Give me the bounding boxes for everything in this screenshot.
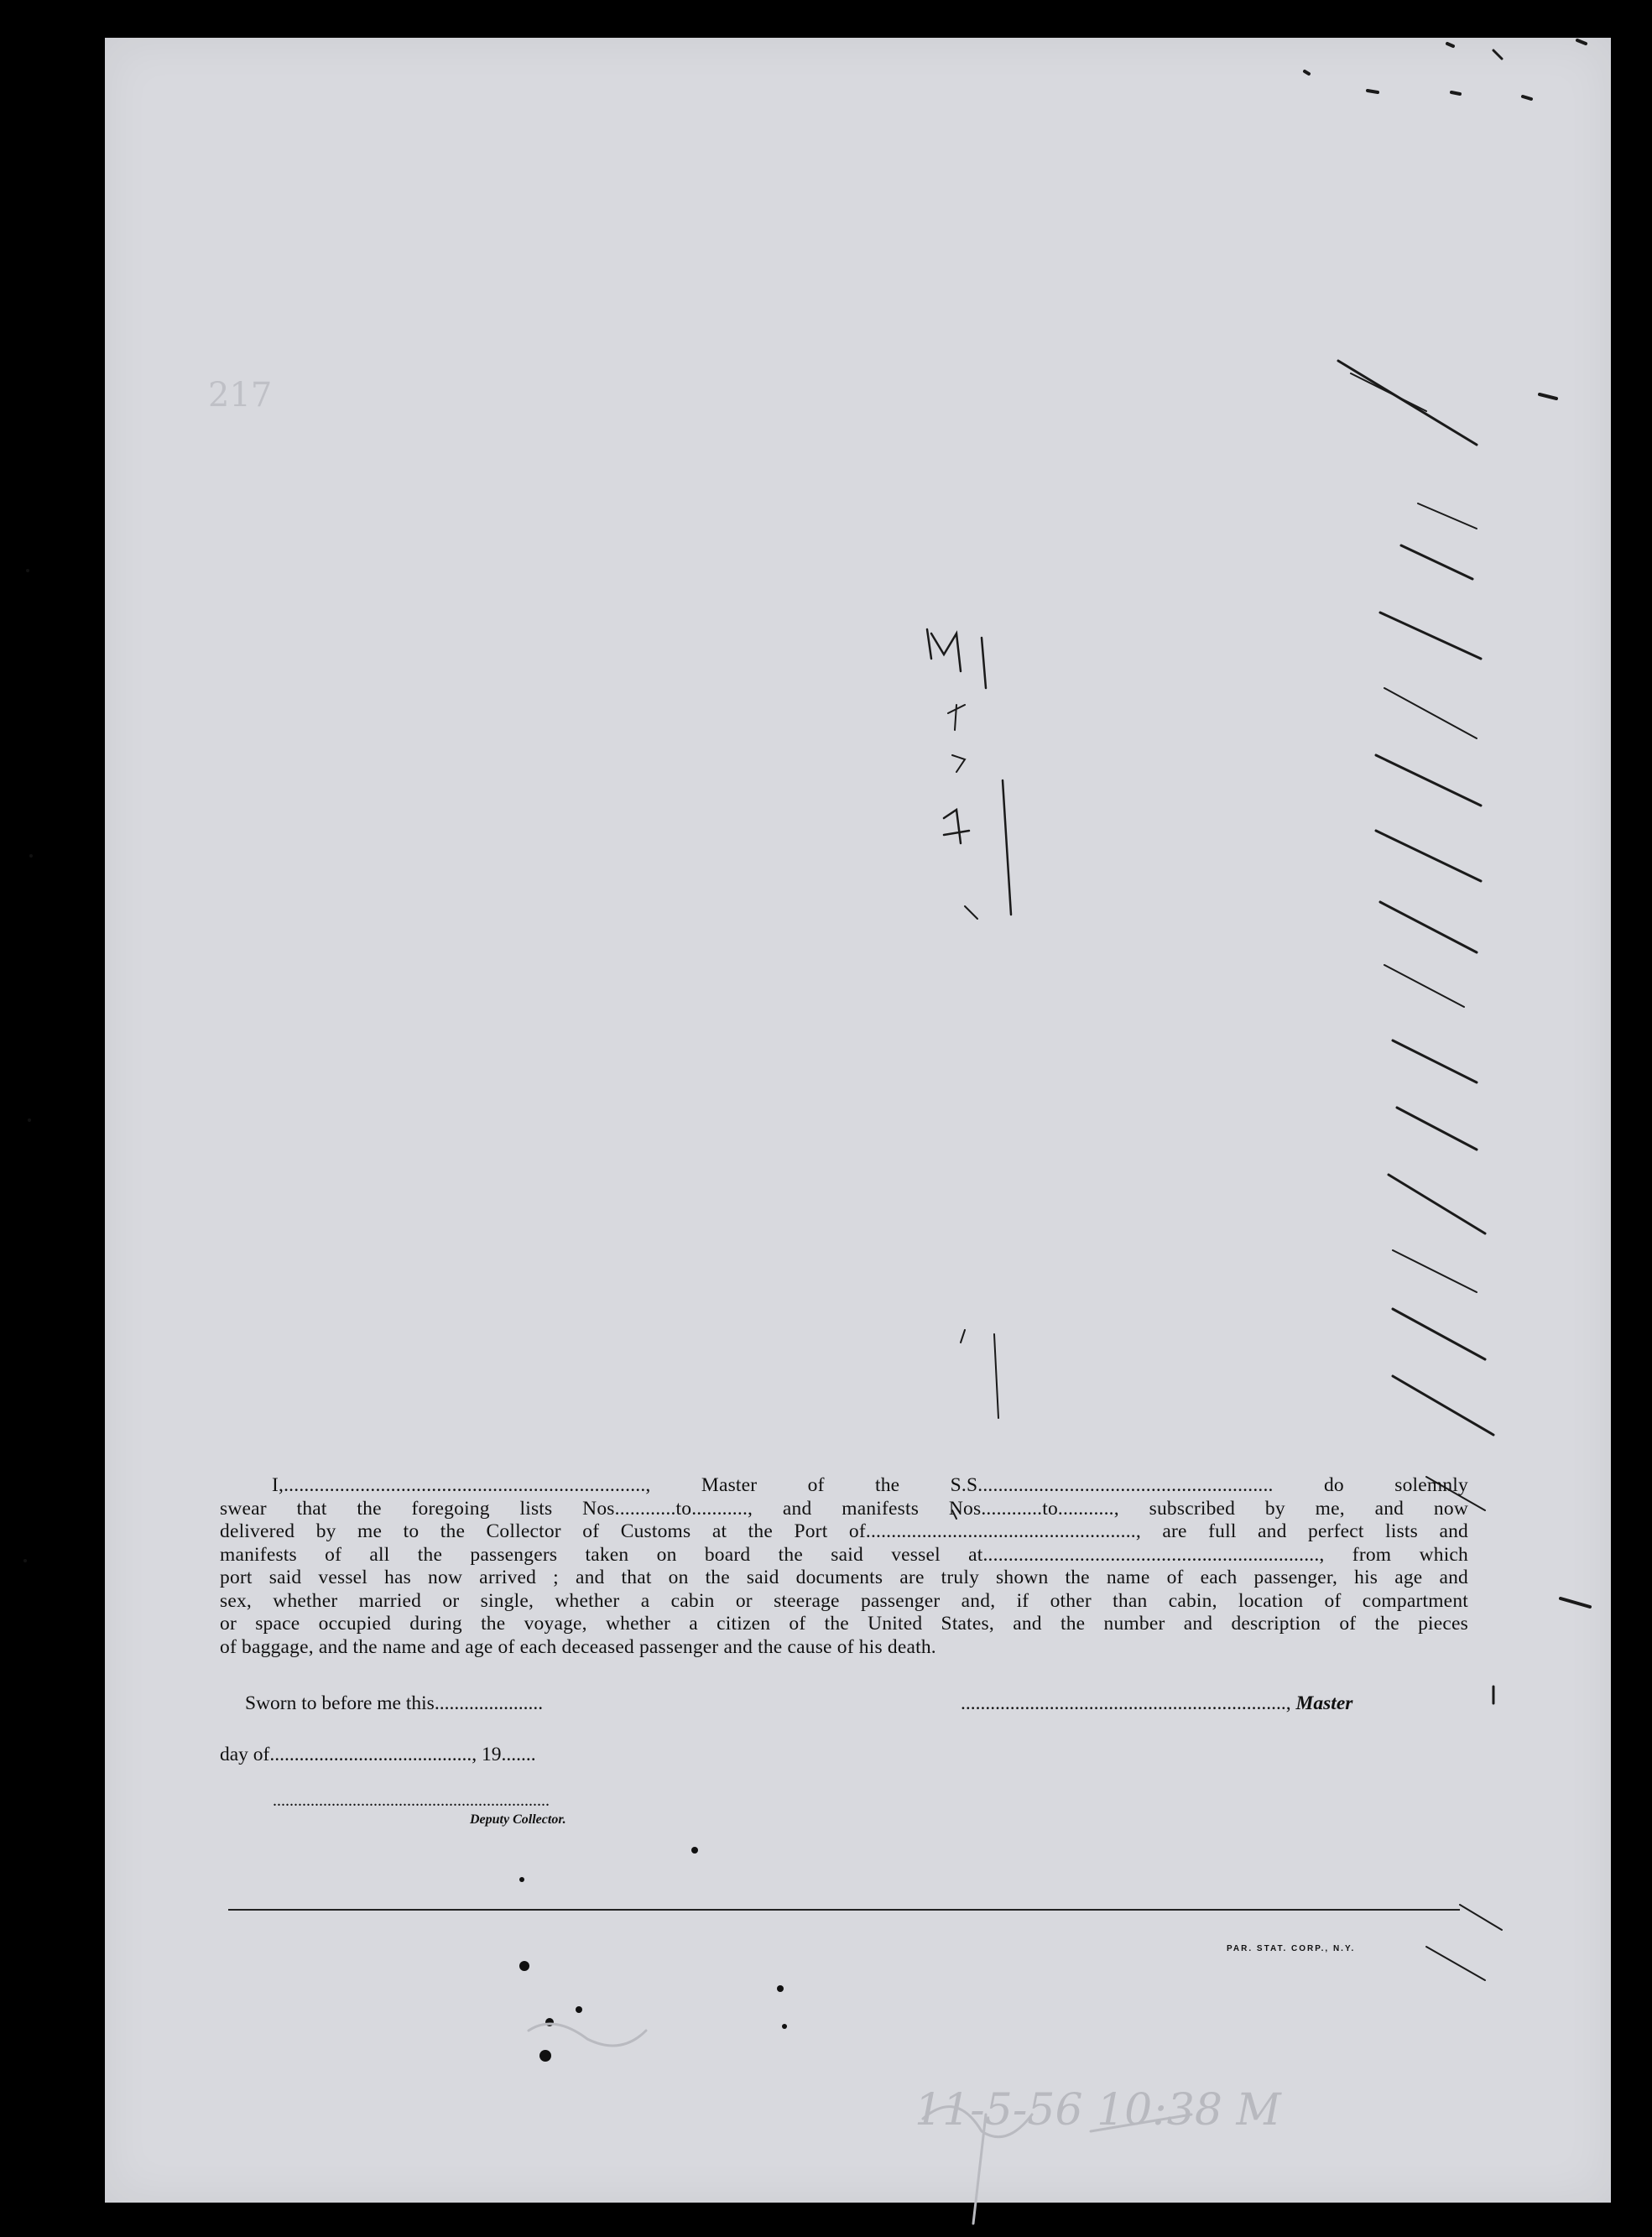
oath-line: of baggage, and the name and age of each deceased passenger and the cause of his death. [220, 1635, 936, 1658]
master-label: Master [1295, 1692, 1353, 1714]
master-dots: .................................................................., [961, 1692, 1291, 1714]
printer-imprint: PAR. STAT. CORP., N.Y. [1227, 1944, 1356, 1953]
deputy-collector-label: Deputy Collector. [470, 1812, 566, 1827]
master-signature-line [961, 1692, 1352, 1715]
sworn-line: Sworn to before me this...................... [245, 1692, 544, 1714]
oath-line: or space occupied during the voyage, whether a citizen of the United States, and the number and description of the pieces [220, 1613, 1468, 1635]
oath-line: delivered by me to the Collector of Customs at the Port of....................................................., are full and perfect lists and [220, 1520, 1468, 1542]
oath-line: swear that the foregoing lists Nos............to..........., and manifests Nos............to..........., subscribed by me, and now [220, 1497, 1468, 1520]
bleed-through-number: 217 [208, 376, 273, 415]
oath-line: manifests of all the passengers taken on board the said vessel at.................................................................., from which [220, 1543, 1468, 1566]
oath-paragraph [220, 1474, 1468, 1659]
oath-line: port said vessel has now arrived ; and that on the said documents are truly shown the name of each passenger, his age and [220, 1567, 1468, 1588]
oath-line: sex, whether married or single, whether a cabin or steerage passenger and, if other than cabin, location of compartment [220, 1589, 1468, 1612]
divider-rule [228, 1909, 1460, 1911]
oath-line: I,......................................................................., Master of the S.S.......................................................... do solemnly [272, 1474, 1468, 1496]
day-of-line: day of........................................., 19....... [220, 1744, 536, 1765]
handwritten-note: 11-5-56 10:38 M [915, 2085, 1281, 2135]
deputy-dots: .................................................................. [273, 1791, 550, 1810]
